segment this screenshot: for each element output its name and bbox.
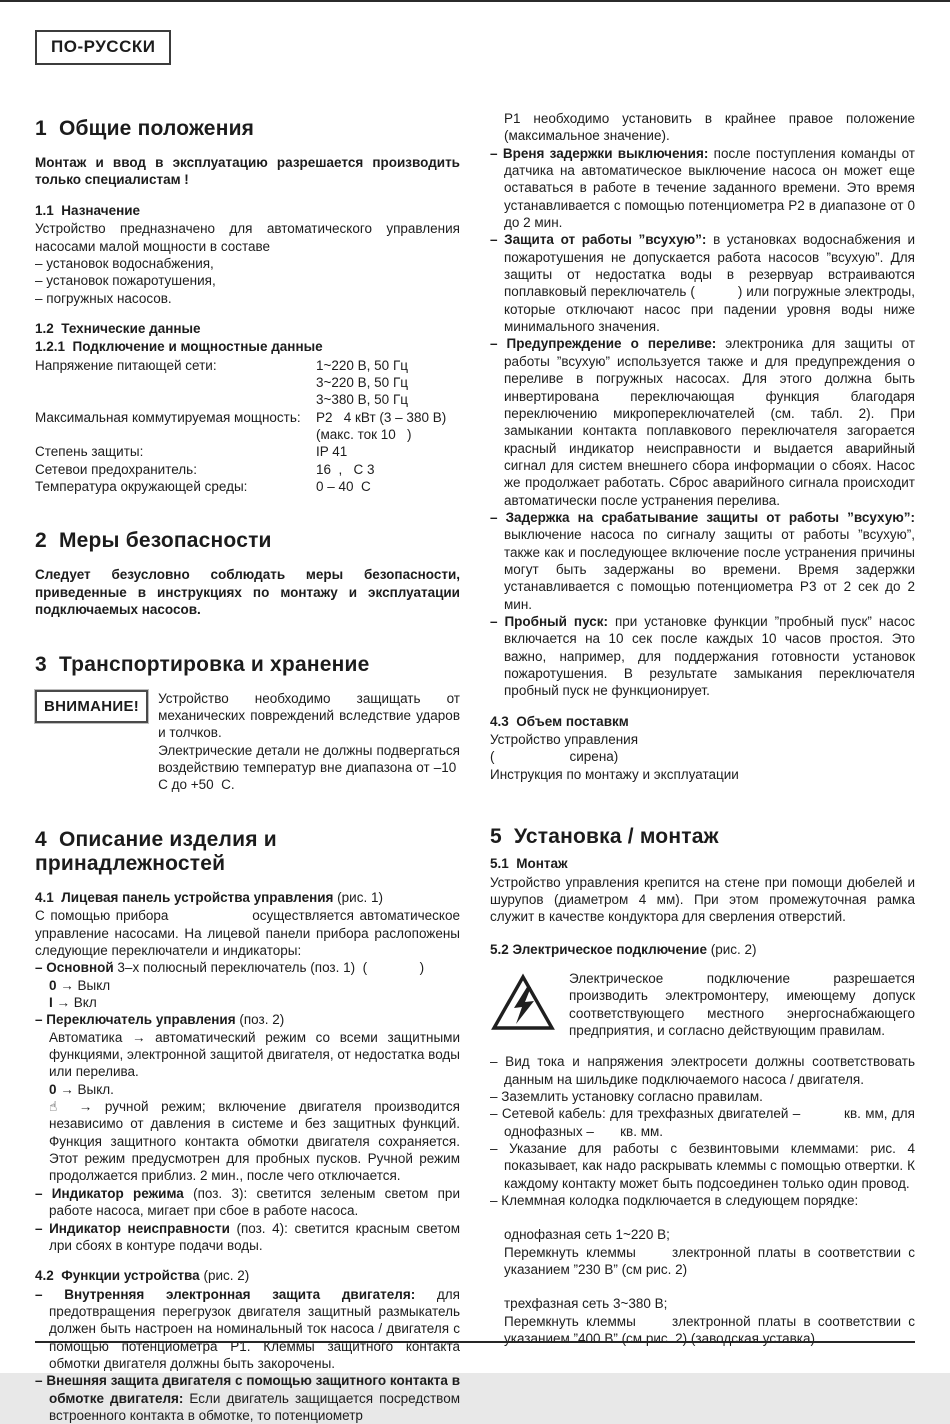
manual-mode-item: ☝ → ручной режим; включение двигателя производится независимо от давления в системе и без защитных функций. Функция защитного контакта обмотки двигателя сохраняется. Этот режим предусмотрен для пробных пусков. Ручной режим продолжается приблиз. 2 мин., после чего отключается. [49, 1099, 460, 1184]
section-1-2-1-heading: 1.2.1 Подключение и мощностные данные [35, 339, 323, 355]
list-item: – Основной 3–х полюсный переключатель (поз. 1) ( ) [35, 960, 425, 976]
two-column-layout [35, 85, 915, 1424]
electrical-hazard-icon [490, 970, 556, 1036]
spec-label: Степень защиты: [35, 444, 144, 460]
attention-text [158, 690, 460, 794]
paragraph: Автоматика → автоматический режим со всеми защитными функциями, электронной защитой двигателя, от недостатка воды или перелива. [49, 1029, 460, 1080]
language-tag-box: ПО-РУССКИ [35, 30, 171, 65]
section-2-text: Следует безусловно соблюдать меры безопасности, приведенные в инструкциях по монтажу и эксплуатации подключаемых насосов. [35, 567, 460, 618]
spec-value: 3~220 В, 50 Гц [316, 374, 408, 390]
section-4-2-heading: 4.2 Функции устройства (рис. 2) [35, 1268, 250, 1284]
delivery-item: ( сирена) [490, 749, 619, 765]
wiring-line: Перемкнуть клеммы злектронной платы в соответствии с указанием ”400 В” (см рис. 2) (заводская уставка) [504, 1313, 915, 1347]
spec-table [35, 357, 460, 496]
spec-value: IP 41 [316, 444, 348, 460]
list-item: – Предупреждение о переливе: электроника для защиты от работы ”всухую” используется также и для предупреждения о переливе в погружных насосах. Для этого должна быть инвертирована переключающая функция благодаря переключению микропереключателей (см. табл. 2). При замыкании контакта поплавкового переключателя загорается красный индикатор неисправности и выдается аварийный сигнал для систем внешнего сбора информации о сбоях. Насос же продолжает работать. Сброс аварийного сигнала происходит автоматически после устранения перелива. [490, 336, 915, 508]
list-item: – Сетевой кабель: для трехфазных двигателей – кв. мм, для однофазных – кв. мм. [490, 1106, 915, 1139]
section-4-heading: 4 Описание изделия и принадлежностей [35, 827, 277, 875]
attention-line: Электрические детали не должны подвергаться воздействию температур вне диапазона от –10 С до +50 С. [158, 742, 460, 793]
spec-label [35, 426, 316, 443]
paragraph: Устройство управления крепится на стене при помощи дюбелей и шурупов (диаметром 4 мм). При этом промежуточная рамка служит в качестве кондуктора для сверления отверстий. [490, 874, 915, 925]
section-2-heading: 2 Меры безопасности [35, 529, 272, 553]
section-1-intro: Монтаж и ввод в эксплуатацию разрешается производить только специалистам ! [35, 155, 460, 188]
delivery-item: Инструкция по монтажу и эксплуатации [490, 766, 739, 782]
paragraph: С помощью прибора осуществляется автоматическое управление насосами. На лицевой панели прибора раслопожены следующие переключатели и индикаторы: [35, 908, 460, 959]
spec-value: (макс. ток 10 ) [316, 426, 412, 442]
paragraph: Устройство предназначено для автоматического управления насосами малой мощности в составе [35, 221, 460, 254]
section-5-2-heading: 5.2 Электрическое подключение (рис. 2) [490, 941, 757, 957]
section-1-1-heading: 1.1 Назначение [35, 202, 141, 218]
section-5-1-heading: 5.1 Монтаж [490, 856, 568, 872]
spec-value: P2 4 кВт (3 – 380 В) [316, 409, 447, 425]
hand-icon: ☝ [49, 1099, 67, 1115]
warning-text: Электрическое подключение разрешается производить электромонтеру, имеющему допуск соответствующего местного энергоснабжающего предприятия, и согласно действующим правилам. [569, 970, 915, 1038]
warning-block [490, 970, 915, 1039]
list-item: – Индикатор неисправности (поз. 4): светится красным светом лри сбоях в контуре подачи воды. [35, 1220, 460, 1253]
list-item: – Пробный пуск: при установке функции ”пробный пуск” насос включается на 10 сек после каждых 10 часов простоя. Это важно, например, для поддержания готовности установок пожаротушения. В результате замыкания переключателя пробный пуск не функционирует. [490, 613, 915, 699]
list-item: – Заземлить установку согласно правилам. [490, 1088, 763, 1104]
section-4-1-heading: 4.1 Лицевая панель устройства управления (рис. 1) [35, 889, 383, 905]
attention-block [35, 690, 460, 794]
right-column [490, 85, 915, 1424]
list-item: – Внешняя защита двигателя с помощью защитного контакта в обмотке двигателя: Если двигатель защищается посредством встроенного контакта в обмотке, то потенциометр [35, 1373, 460, 1423]
spec-label: Максимальная коммутируемая мощность: [35, 409, 301, 425]
spec-label [35, 374, 316, 391]
spec-label: Напряжение питающей сети: [35, 357, 217, 373]
section-1-2-heading: 1.2 Технические данные [35, 320, 201, 336]
page-divider [35, 1341, 915, 1343]
wiring-line: Перемкнуть клеммы злектронной платы в соответствии с указанием ”230 В” (см рис. 2) [504, 1244, 915, 1278]
left-column [35, 85, 460, 1424]
spec-value: 1~220 В, 50 Гц [316, 357, 408, 373]
spec-label: Сетевои предохранитель: [35, 461, 197, 477]
spec-value: 3~380 В, 50 Гц [316, 392, 408, 408]
list-item: – Клеммная колодка подключается в следующем порядке: [490, 1193, 859, 1209]
list-item: – Индикатор режима (поз. 3): светится зеленым светом при работе насоса, мигает при сбое в работе насоса. [35, 1185, 460, 1219]
section-3-heading: 3 Транспортировка и хранение [35, 652, 370, 676]
list-item: – Задержка на срабатывание защиты от работы ”всухую”: выключение насоса по сигналу защиты от работы ”всухую”, также как и последующее включение после устранения причины могут быть задержаны во времени. Время задержки устанавливается с помощью потенциометра P3 от 2 сек до 2 мин. [490, 509, 915, 612]
spacer [490, 1278, 915, 1295]
list-item: – Вид тока и напряжения электросети должны соответствовать данным на шильдике подключаемого насоса / двигателя. [490, 1054, 915, 1087]
switch-position: 0 → Выкл. [49, 1081, 114, 1097]
spec-value: 0 – 40 С [316, 478, 371, 494]
section-4-3-heading: 4.3 Объем поставкм [490, 713, 629, 729]
attention-line: Устройство необходимо защищать от механических повреждений вследствие ударов и толчков. [158, 690, 460, 741]
section-5-heading: 5 Установка / монтаж [490, 825, 719, 849]
continuation-paragraph: P1 необходимо установить в крайнее правое положение (максимальное значение). [504, 111, 915, 144]
section-1-heading: 1 Общие положения [35, 117, 255, 140]
list-item: – Защита от работы ”всухую”: в установках водоснабжения и пожаротушения не допускается работа насосов ”всухую”. Для защиты от недостатка воды в резервуар встраиваются поплавковый переключатель ( ) или погружные электроды, которые отключают насос при падении уровня воды ниже минимального значения. [490, 232, 915, 335]
spec-label: Температура окружающей среды: [35, 478, 248, 494]
wiring-line: трехфазная сеть 3~380 В; [504, 1296, 668, 1312]
spec-value: 16 , С 3 [316, 461, 375, 477]
list-item: – Указание для работы с безвинтовыми клеммами: рис. 4 показывает, как надо раскрывать клеммы с помощью отвертки. К каждому контакту может быть подсоединен только один провод. [490, 1141, 915, 1191]
attention-box: ВНИМАНИЕ! [35, 690, 148, 723]
wiring-instructions [490, 1226, 915, 1347]
list-item: – Вреня задержки выключения: после поступления команды от датчика на автоматическое выключение насоса он может еще оставаться в работе в течение заданного времени. Это время устанавливается с помощью потенциометра P2 в диапазоне от 0 до 2 мин. [490, 145, 915, 231]
list-item: – Переключатель управления (поз. 2) [35, 1012, 285, 1028]
list-item: – погружных насосов. [35, 290, 172, 306]
wiring-line: однофазная сеть 1~220 В; [504, 1227, 670, 1243]
scan-edge-line [0, 0, 950, 2]
switch-position: I → Вкл [49, 995, 97, 1011]
list-item: – установок водоснабжения, [35, 255, 214, 271]
list-item: – Внутренняя электронная защита двигателя: для предотвращения перегрузок двигателя защитный размыкатель должен быть настроен на номинальный ток насоса / двигателя с помощью потенциометра P1. Клеммы защитного контакта обмотки двигателя должны быть закорочены. [35, 1286, 460, 1371]
switch-position: 0 → Выкл [49, 977, 111, 993]
list-item: – установок пожаротушения, [35, 273, 216, 289]
delivery-item: Устройство управления [490, 732, 639, 748]
spec-label [35, 391, 316, 408]
